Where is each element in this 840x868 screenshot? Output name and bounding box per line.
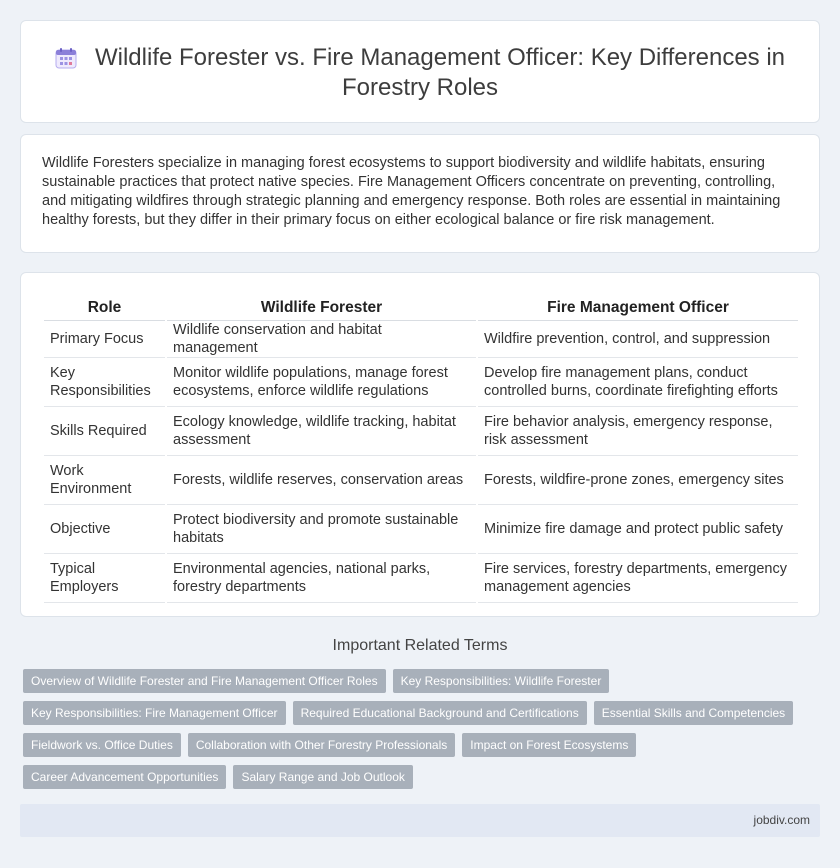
row-label: Skills Required: [44, 407, 165, 456]
wildlife-forester-cell: Protect biodiversity and promote sustainable habitats: [167, 505, 476, 554]
fire-officer-cell: Develop fire management plans, conduct controlled burns, coordinate firefighting efforts: [478, 358, 798, 407]
wildlife-forester-cell: Monitor wildlife populations, manage forest ecosystems, enforce wildlife regulations: [167, 358, 476, 407]
related-term-tag[interactable]: Key Responsibilities: Fire Management Officer: [23, 701, 286, 725]
wildlife-forester-cell: Environmental agencies, national parks, forestry departments: [167, 554, 476, 603]
related-term-tag[interactable]: Impact on Forest Ecosystems: [462, 733, 636, 757]
intro-card: [20, 134, 820, 253]
fire-officer-cell: Minimize fire damage and protect public safety: [478, 505, 798, 554]
row-label: Primary Focus: [44, 321, 165, 358]
table-row: [44, 456, 798, 505]
page-title-row: [21, 43, 819, 103]
footer-site-link[interactable]: jobdiv.com: [753, 813, 810, 827]
footer: [20, 804, 820, 837]
related-term-tag[interactable]: Overview of Wildlife Forester and Fire Management Officer Roles: [23, 669, 386, 693]
intro-paragraph: Wildlife Foresters specialize in managing forest ecosystems to support biodiversity and wildlife habitats, ensuring sustainable practices that protect native species. Fire Management Officers concentrate on preventing, controlling, and mitigating wildfires through strategic planning and emergency response. Both roles are essential in maintaining healthy forests, but they differ in their primary focus on either ecological balance or fire risk management.: [42, 155, 781, 228]
related-term-tag[interactable]: Collaboration with Other Forestry Professionals: [188, 733, 455, 757]
wildlife-forester-cell: Wildlife conservation and habitat management: [167, 321, 476, 358]
wildlife-forester-cell: Ecology knowledge, wildlife tracking, habitat assessment: [167, 407, 476, 456]
header-fire-management-officer: Fire Management Officer: [478, 295, 798, 321]
row-label: Typical Employers: [44, 554, 165, 603]
fire-officer-cell: Forests, wildfire-prone zones, emergency sites: [478, 456, 798, 505]
title-card: [20, 20, 820, 123]
fire-officer-cell: Fire behavior analysis, emergency response, risk assessment: [478, 407, 798, 456]
table-row: [44, 358, 798, 407]
row-label: Work Environment: [44, 456, 165, 505]
header-wildlife-forester: Wildlife Forester: [167, 295, 476, 321]
table-header-row: [44, 295, 798, 321]
table-row: [44, 554, 798, 603]
related-term-tag[interactable]: Required Educational Background and Certifications: [293, 701, 587, 725]
fire-officer-cell: Fire services, forestry departments, emergency management agencies: [478, 554, 798, 603]
table-row: [44, 505, 798, 554]
related-term-tag[interactable]: Fieldwork vs. Office Duties: [23, 733, 181, 757]
table-row: [44, 407, 798, 456]
related-term-tag[interactable]: Key Responsibilities: Wildlife Forester: [393, 669, 610, 693]
table-row: [44, 321, 798, 358]
related-terms-list: [23, 669, 803, 789]
fire-officer-cell: Wildfire prevention, control, and suppression: [478, 321, 798, 358]
comparison-card: [20, 272, 820, 617]
related-term-tag[interactable]: Essential Skills and Competencies: [594, 701, 793, 725]
comparison-table: [42, 295, 800, 603]
page-title: Wildlife Forester vs. Fire Management Officer: Key Differences in Forestry Roles: [94, 44, 786, 101]
row-label: Objective: [44, 505, 165, 554]
related-terms-title: Important Related Terms: [332, 637, 508, 654]
row-label: Key Responsibilities: [44, 358, 165, 407]
header-role: Role: [44, 295, 165, 321]
wildlife-forester-cell: Forests, wildlife reserves, conservation areas: [167, 456, 476, 505]
related-term-tag[interactable]: Salary Range and Job Outlook: [233, 765, 412, 789]
related-term-tag[interactable]: Career Advancement Opportunities: [23, 765, 226, 789]
calendar-icon: [55, 47, 77, 69]
